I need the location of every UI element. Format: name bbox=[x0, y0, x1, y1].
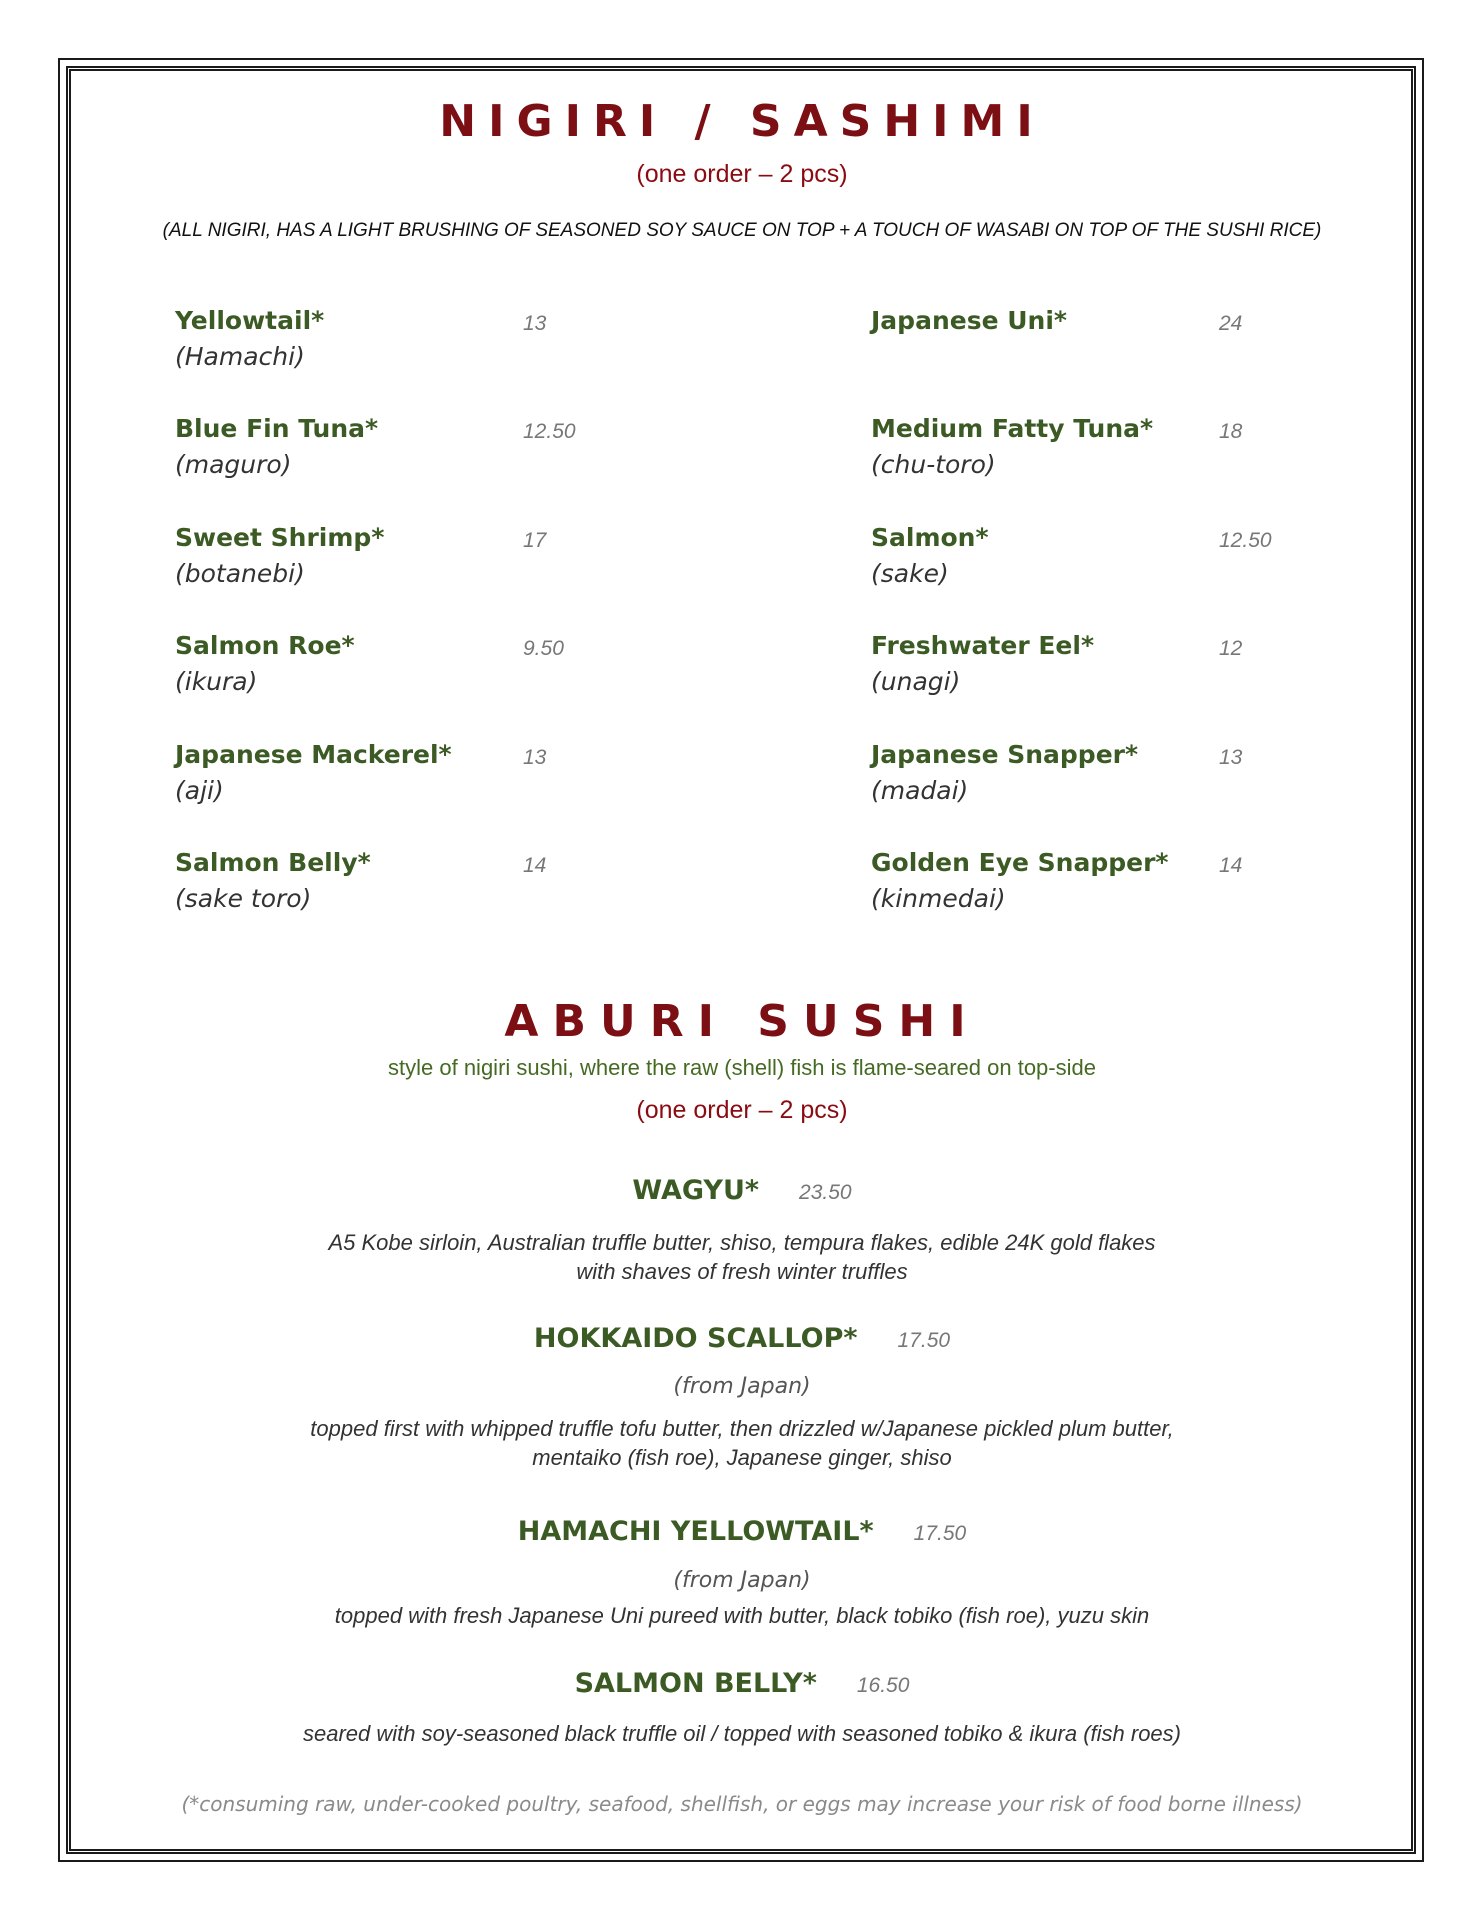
menu-item-price: 14 bbox=[1219, 854, 1243, 877]
menu-item-name: Salmon* bbox=[871, 523, 989, 552]
menu-item-price: 13 bbox=[1219, 746, 1243, 769]
aburi-item-price: 23.50 bbox=[799, 1181, 852, 1204]
aburi-item-origin: (from Japan) bbox=[673, 1374, 811, 1399]
aburi-item-name: HAMACHI YELLOWTAIL* bbox=[517, 1516, 874, 1547]
menu-item-japanese-name: (sake toro) bbox=[175, 884, 312, 913]
aburi-item-price: 17.50 bbox=[897, 1329, 951, 1352]
nigiri-order-note: (one order – 2 pcs) bbox=[636, 160, 848, 188]
menu-item-japanese-name: (unagi) bbox=[871, 667, 961, 696]
menu-item-japanese-name: (chu-toro) bbox=[871, 450, 996, 479]
menu-item-name: Japanese Uni* bbox=[871, 306, 1067, 335]
nigiri-section-title: NIGIRI / SASHIMI bbox=[439, 96, 1045, 147]
menu-item-price: 18 bbox=[1219, 420, 1243, 443]
menu-item-price: 17 bbox=[523, 529, 547, 552]
aburi-item-description bbox=[0, 1414, 1484, 1472]
menu-item-japanese-name: (ikura) bbox=[175, 667, 258, 696]
health-warning-footer: (*consuming raw, under-cooked poultry, seafood, shellfish, or eggs may increase your risk of food borne illness) bbox=[181, 1792, 1303, 1816]
aburi-item-price: 17.50 bbox=[913, 1522, 967, 1545]
menu-item-japanese-name: (sake) bbox=[871, 559, 949, 588]
aburi-item-name: WAGYU* bbox=[632, 1175, 760, 1206]
aburi-item-desc-line: A5 Kobe sirloin, Australian truffle butter, shiso, tempura flakes, edible 24K gold flakes bbox=[328, 1230, 1156, 1255]
aburi-item-desc-line: topped with fresh Japanese Uni pureed with butter, black tobiko (fish roe), yuzu skin bbox=[334, 1603, 1150, 1628]
aburi-item-desc-line: mentaiko (fish roe), Japanese ginger, shiso bbox=[532, 1445, 952, 1470]
aburi-item-description bbox=[0, 1228, 1484, 1286]
aburi-item-description bbox=[0, 1601, 1484, 1630]
nigiri-prep-note: (ALL NIGIRI, HAS A LIGHT BRUSHING OF SEASONED SOY SAUCE ON TOP + A TOUCH OF WASABI ON TOP OF THE SUSHI RICE) bbox=[162, 220, 1322, 241]
menu-item-name: Golden Eye Snapper* bbox=[871, 848, 1169, 877]
menu-item-japanese-name: (madai) bbox=[871, 776, 969, 805]
aburi-item-desc-line: topped first with whipped truffle tofu butter, then drizzled w/Japanese pickled plum butter, bbox=[310, 1416, 1174, 1441]
menu-item-japanese-name: (aji) bbox=[175, 776, 224, 805]
aburi-subtitle: style of nigiri sushi, where the raw (shell) fish is flame-seared on top-side bbox=[388, 1055, 1096, 1080]
aburi-item-name: HOKKAIDO SCALLOP* bbox=[533, 1323, 858, 1354]
menu-item-name: Salmon Roe* bbox=[175, 631, 355, 660]
menu-item-price: 12.50 bbox=[1219, 529, 1272, 552]
menu-item-price: 13 bbox=[523, 746, 547, 769]
menu-item-name: Salmon Belly* bbox=[175, 848, 371, 877]
aburi-item-description bbox=[0, 1719, 1484, 1748]
aburi-item bbox=[0, 1323, 1484, 1354]
menu-item-name: Japanese Snapper* bbox=[871, 740, 1139, 769]
menu-item-japanese-name: (Hamachi) bbox=[175, 342, 305, 371]
menu-item-price: 13 bbox=[523, 312, 547, 335]
menu-item-price: 9.50 bbox=[523, 637, 564, 660]
menu-item-price: 14 bbox=[523, 854, 547, 877]
aburi-section-title: ABURI SUSHI bbox=[504, 996, 980, 1047]
aburi-item bbox=[0, 1175, 1484, 1206]
menu-item-name: Blue Fin Tuna* bbox=[175, 414, 379, 443]
menu-item-name: Freshwater Eel* bbox=[871, 631, 1095, 660]
aburi-item-price: 16.50 bbox=[856, 1674, 910, 1697]
menu-item-name: Japanese Mackerel* bbox=[175, 740, 452, 769]
menu-item-price: 24 bbox=[1219, 312, 1243, 335]
menu-item-japanese-name: (kinmedai) bbox=[871, 884, 1006, 913]
menu-item-name: Medium Fatty Tuna* bbox=[871, 414, 1154, 443]
menu-item-name: Yellowtail* bbox=[175, 306, 325, 335]
menu-item-price: 12 bbox=[1219, 637, 1243, 660]
aburi-order-note: (one order – 2 pcs) bbox=[636, 1096, 848, 1124]
menu-item-price: 12.50 bbox=[523, 420, 576, 443]
menu-item-name: Sweet Shrimp* bbox=[175, 523, 385, 552]
aburi-item bbox=[0, 1516, 1484, 1547]
menu-item-japanese-name: (maguro) bbox=[175, 450, 292, 479]
aburi-item-desc-line: seared with soy-seasoned black truffle oil / topped with seasoned tobiko & ikura (fish roes) bbox=[302, 1721, 1181, 1746]
menu-item-japanese-name: (botanebi) bbox=[175, 559, 305, 588]
aburi-item bbox=[0, 1668, 1484, 1699]
aburi-item-desc-line: with shaves of fresh winter truffles bbox=[576, 1259, 908, 1284]
aburi-item-name: SALMON BELLY* bbox=[574, 1668, 817, 1699]
aburi-item-origin: (from Japan) bbox=[673, 1568, 811, 1593]
